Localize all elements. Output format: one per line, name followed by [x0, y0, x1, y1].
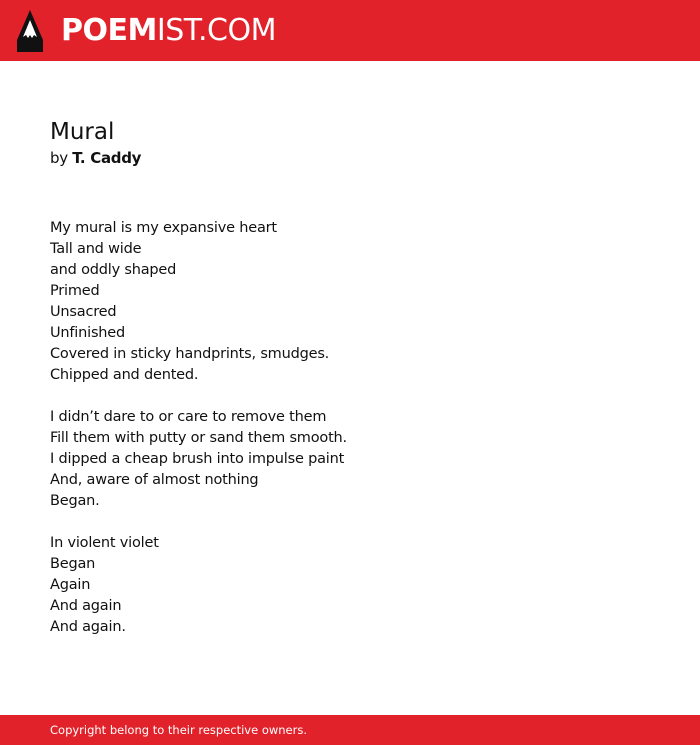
- pencil-tip-icon[interactable]: [17, 10, 43, 52]
- poem-byline: [50, 147, 670, 169]
- by-label: by: [50, 149, 68, 167]
- logo-bold-text: POEM: [61, 13, 157, 48]
- poem-line: Chipped and dented.: [50, 367, 199, 383]
- poem-line: Tall and wide: [50, 241, 142, 257]
- poem-body: [50, 218, 670, 638]
- site-logo[interactable]: [61, 13, 276, 49]
- poem-line: Began: [50, 556, 96, 572]
- poem-line: Again: [50, 577, 91, 593]
- poem-line: And, aware of almost nothing: [50, 472, 259, 488]
- poem-line: In violent violet: [50, 535, 159, 551]
- poem-line: Primed: [50, 283, 100, 299]
- poem-line: Fill them with putty or sand them smooth.: [50, 430, 347, 446]
- poem-line: And again.: [50, 619, 126, 635]
- poem-content: [50, 117, 670, 659]
- site-footer: [0, 715, 700, 745]
- poem-line: And again: [50, 598, 122, 614]
- poem-line: and oddly shaped: [50, 262, 177, 278]
- copyright-text: Copyright belong to their respective owners.: [50, 723, 308, 737]
- poem-stanza: [50, 533, 670, 638]
- logo-light-text: IST.COM: [156, 13, 276, 48]
- poem-stanza: [50, 218, 670, 386]
- poem-line: Unsacred: [50, 304, 117, 320]
- poem-line: Covered in sticky handprints, smudges.: [50, 346, 330, 362]
- site-header: [0, 0, 700, 61]
- poem-author: T. Caddy: [72, 149, 142, 167]
- poem-line: My mural is my expansive heart: [50, 220, 277, 236]
- poem-line: Unfinished: [50, 325, 126, 341]
- poem-line: I dipped a cheap brush into impulse paint: [50, 451, 345, 467]
- poem-line: Began.: [50, 493, 100, 509]
- poem-title: Mural: [50, 119, 115, 145]
- poem-stanza: [50, 407, 670, 512]
- poem-line: I didn’t dare to or care to remove them: [50, 409, 327, 425]
